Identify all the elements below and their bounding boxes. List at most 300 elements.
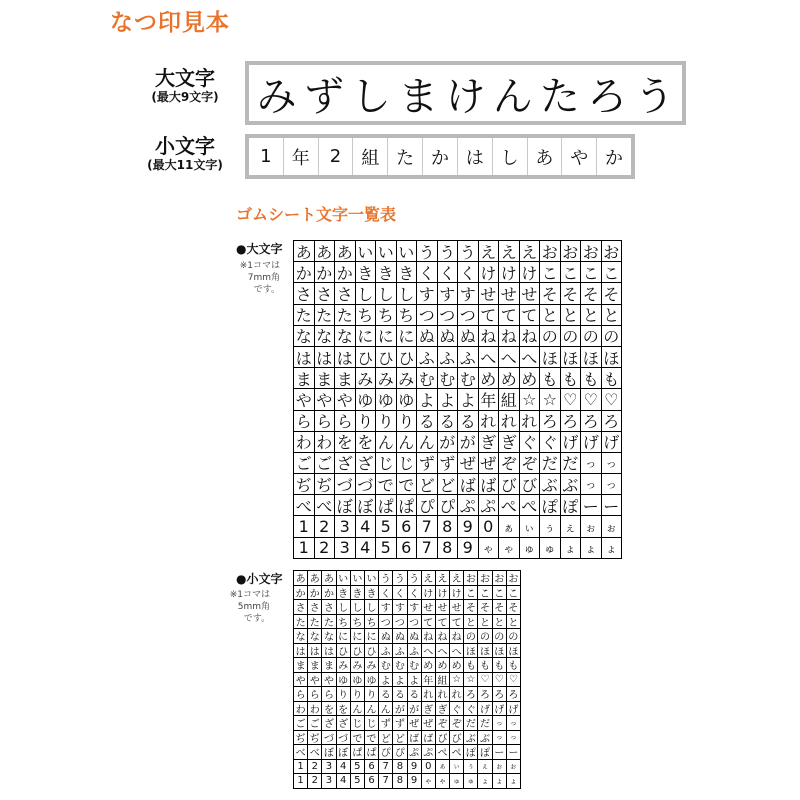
large-grid-cell: 2 xyxy=(315,538,336,559)
large-grid-cell: び xyxy=(520,474,541,495)
small-grid-cell: や xyxy=(308,673,322,688)
small-grid-cell: し xyxy=(365,600,379,615)
small-sample-char: か xyxy=(605,147,624,169)
large-grid-cell: き xyxy=(397,262,418,283)
small-grid-cell: ぞ xyxy=(436,716,450,731)
small-grid-cell: な xyxy=(308,629,322,644)
small-grid-cell: つ xyxy=(408,615,422,630)
large-grid-cell: む xyxy=(458,368,479,389)
small-grid-cell: ま xyxy=(308,658,322,673)
small-grid-cell: の xyxy=(493,629,507,644)
large-character-grid xyxy=(293,240,622,559)
small-grid-cell: さ xyxy=(294,600,308,615)
large-grid-cell: ぶ xyxy=(561,474,582,495)
large-grid-cell: ゆ xyxy=(356,389,377,410)
small-grid-cell: ろ xyxy=(478,687,492,702)
small-grid-cell: ゆ xyxy=(337,673,351,688)
large-grid-cell: ぺ xyxy=(520,495,541,516)
small-grid-cell: お xyxy=(493,571,507,586)
small-grid-cell: を xyxy=(322,702,336,717)
small-grid-cell: ゃ xyxy=(422,774,436,789)
large-grid-cell: げ xyxy=(581,432,602,453)
small-grid-cell: ね xyxy=(436,629,450,644)
small-grid-cell: ぜ xyxy=(422,716,436,731)
large-grid-cell: め xyxy=(520,368,541,389)
large-grid-cell: づ xyxy=(335,474,356,495)
large-grid-cell: う xyxy=(458,241,479,262)
small-grid-cell: あ xyxy=(322,571,336,586)
small-grid-cell: 8 xyxy=(393,774,407,789)
small-grid-cell: 2 xyxy=(308,774,322,789)
small-grid-cell: の xyxy=(464,629,478,644)
large-grid-cell: ー xyxy=(581,495,602,516)
small-grid-cell: ふ xyxy=(408,644,422,659)
large-grid-cell: じ xyxy=(376,453,397,474)
small-grid-cell: り xyxy=(351,687,365,702)
large-grid-cell: す xyxy=(458,283,479,304)
small-grid-cell: ほ xyxy=(507,644,521,659)
large-grid-cell: ぜ xyxy=(458,453,479,474)
large-grid-cell: ぉ xyxy=(602,516,623,537)
large-grid-cell: な xyxy=(315,326,336,347)
small-grid-cell: か xyxy=(322,586,336,601)
small-grid-cell: ぞ xyxy=(450,716,464,731)
large-grid-cell: ず xyxy=(417,453,438,474)
large-grid-cell: ば xyxy=(458,474,479,495)
small-grid-cell: こ xyxy=(507,586,521,601)
large-grid-cell: ず xyxy=(438,453,459,474)
small-grid-cell: ほ xyxy=(464,644,478,659)
large-grid-cell: ち xyxy=(397,305,418,326)
small-grid-cell: づ xyxy=(322,731,336,746)
small-grid-cell: ☆ xyxy=(450,673,464,688)
large-grid-cell: か xyxy=(294,262,315,283)
large-grid-cell: ゃ xyxy=(499,538,520,559)
small-sample-char: 組 xyxy=(353,138,388,175)
small-grid-cell: に xyxy=(351,629,365,644)
large-grid-cell: お xyxy=(581,241,602,262)
large-grid-cell: ょ xyxy=(561,538,582,559)
small-note-line: ※1コマは xyxy=(229,590,270,600)
small-grid-cell: ゅ xyxy=(450,774,464,789)
small-grid-cell: ょ xyxy=(478,774,492,789)
large-grid-cell: み xyxy=(397,368,418,389)
small-grid-cell: き xyxy=(365,586,379,601)
large-grid-cell: ぞ xyxy=(520,453,541,474)
large-grid-cell: ぴ xyxy=(417,495,438,516)
large-grid-cell: ぴ xyxy=(438,495,459,516)
small-grid-cell: 5 xyxy=(351,774,365,789)
small-grid-cell: ぎ xyxy=(422,702,436,717)
large-sample-char: み xyxy=(256,73,297,120)
small-grid-cell: 5 xyxy=(351,760,365,775)
small-grid-cell: げ xyxy=(478,702,492,717)
large-grid-cell: や xyxy=(335,389,356,410)
large-grid-cell: か xyxy=(335,262,356,283)
small-grid-cell: せ xyxy=(422,600,436,615)
small-note-line: 5mm角 xyxy=(237,602,270,613)
large-grid-cell: 4 xyxy=(356,516,377,537)
large-grid-cell: わ xyxy=(294,432,315,453)
small-grid-cell: 組 xyxy=(436,673,450,688)
large-grid-cell: ぇ xyxy=(561,516,582,537)
small-grid-cell: 4 xyxy=(337,760,351,775)
large-grid-cell: よ xyxy=(417,389,438,410)
small-grid-cell: へ xyxy=(450,644,464,659)
small-grid-cell: え xyxy=(436,571,450,586)
small-grid-cell: ん xyxy=(379,702,393,717)
small-grid-cell: が xyxy=(393,702,407,717)
small-grid-cell: ぬ xyxy=(393,629,407,644)
small-grid-cell: と xyxy=(478,615,492,630)
large-grid-cell: よ xyxy=(438,389,459,410)
small-grid-cell: へ xyxy=(422,644,436,659)
small-grid-cell: み xyxy=(351,658,365,673)
small-grid-cell: づ xyxy=(337,731,351,746)
small-grid-cell: れ xyxy=(422,687,436,702)
large-grid-cell: ろ xyxy=(581,411,602,432)
small-grid-cell: が xyxy=(408,702,422,717)
small-grid-cell: す xyxy=(393,600,407,615)
large-grid-cell: ろ xyxy=(602,411,623,432)
small-grid-cell: く xyxy=(379,586,393,601)
small-grid-cell: ひ xyxy=(351,644,365,659)
small-grid-cell: を xyxy=(337,702,351,717)
large-grid-cell: 5 xyxy=(376,516,397,537)
small-grid-cell: び xyxy=(450,731,464,746)
large-grid-cell: そ xyxy=(581,283,602,304)
small-grid-cell: ぶ xyxy=(464,731,478,746)
small-grid-cell: え xyxy=(422,571,436,586)
small-grid-cell: ち xyxy=(365,615,379,630)
large-grid-cell: あ xyxy=(315,241,336,262)
small-grid-cell: か xyxy=(308,586,322,601)
small-grid-cell: ぷ xyxy=(422,745,436,760)
small-grid-cell: け xyxy=(422,586,436,601)
small-sample-char: あ xyxy=(528,138,563,175)
small-grid-cell: お xyxy=(478,571,492,586)
small-grid-cell: ら xyxy=(294,687,308,702)
large-grid-cell: と xyxy=(561,305,582,326)
small-grid-cell: は xyxy=(322,644,336,659)
large-grid-cell: む xyxy=(438,368,459,389)
large-grid-cell: べ xyxy=(315,495,336,516)
small-grid-cell: す xyxy=(408,600,422,615)
large-grid-cell: そ xyxy=(540,283,561,304)
small-grid-cell: ま xyxy=(322,658,336,673)
small-grid-cell: あ xyxy=(308,571,322,586)
small-grid-cell: 年 xyxy=(422,673,436,688)
large-grid-cell: い xyxy=(397,241,418,262)
large-grid-cell: え xyxy=(499,241,520,262)
small-grid-cell: さ xyxy=(308,600,322,615)
small-grid-cell: も xyxy=(493,658,507,673)
small-grid-cell: ぱ xyxy=(351,745,365,760)
large-grid-cell: ね xyxy=(520,326,541,347)
small-grid-cell: み xyxy=(365,658,379,673)
small-grid-cell: ぐ xyxy=(450,702,464,717)
large-grid-cell: よ xyxy=(458,389,479,410)
small-grid-cell: そ xyxy=(464,600,478,615)
large-grid-cell: ぎ xyxy=(479,432,500,453)
small-grid-cell: ざ xyxy=(322,716,336,731)
large-grid-cell: も xyxy=(561,368,582,389)
small-grid-cell: い xyxy=(337,571,351,586)
large-grid-cell: こ xyxy=(561,262,582,283)
large-grid-cell: で xyxy=(376,474,397,495)
small-grid-cell: こ xyxy=(493,586,507,601)
large-grid-cell: い xyxy=(356,241,377,262)
large-grid-cell: せ xyxy=(499,283,520,304)
large-grid-cell: へ xyxy=(499,347,520,368)
large-grid-cell: ほ xyxy=(581,347,602,368)
small-grid-cell: ー xyxy=(493,745,507,760)
large-grid-cell: ぽ xyxy=(540,495,561,516)
large-grid-cell: ぷ xyxy=(458,495,479,516)
small-grid-cell: ょ xyxy=(493,774,507,789)
large-grid-cell: ょ xyxy=(581,538,602,559)
large-grid-cell: 8 xyxy=(438,538,459,559)
large-grid-cell: く xyxy=(458,262,479,283)
large-grid-cell: ざ xyxy=(335,453,356,474)
large-grid-cell: そ xyxy=(602,283,623,304)
small-sample-label-note: (最大11文字) xyxy=(147,158,223,172)
large-grid-cell: 年 xyxy=(479,389,500,410)
small-grid-cell: こ xyxy=(464,586,478,601)
small-grid-cell: 7 xyxy=(379,760,393,775)
small-grid-cell: ゆ xyxy=(351,673,365,688)
small-grid-cell: 3 xyxy=(322,774,336,789)
large-grid-cell: も xyxy=(540,368,561,389)
large-grid-cell: け xyxy=(499,262,520,283)
large-grid-cell: ど xyxy=(417,474,438,495)
large-grid-cell: ひ xyxy=(376,347,397,368)
small-sample-char: 2 xyxy=(319,138,354,175)
small-grid-cell: め xyxy=(450,658,464,673)
large-grid-cell: け xyxy=(520,262,541,283)
large-grid-cell: て xyxy=(520,305,541,326)
small-grid-cell: ろ xyxy=(507,687,521,702)
large-grid-cell: わ xyxy=(315,432,336,453)
large-grid-cell: や xyxy=(294,389,315,410)
small-grid-cell: も xyxy=(464,658,478,673)
small-grid-cell: と xyxy=(464,615,478,630)
small-grid-cell: ♡ xyxy=(493,673,507,688)
small-grid-cell: ゅ xyxy=(464,774,478,789)
large-note-line: ※1コマは xyxy=(239,261,280,271)
large-grid-cell: ぼ xyxy=(356,495,377,516)
large-grid-cell: の xyxy=(540,326,561,347)
small-grid-cell: 9 xyxy=(408,760,422,775)
large-grid-cell: う xyxy=(417,241,438,262)
small-grid-cell: べ xyxy=(294,745,308,760)
large-grid-cell: が xyxy=(438,432,459,453)
large-grid-cell: へ xyxy=(520,347,541,368)
large-grid-cell: い xyxy=(376,241,397,262)
large-grid-cell: ひ xyxy=(356,347,377,368)
large-grid-cell: 9 xyxy=(458,516,479,537)
large-grid-cell: み xyxy=(356,368,377,389)
large-grid-cell: 1 xyxy=(294,538,315,559)
small-grid-cell: べ xyxy=(308,745,322,760)
small-grid-cell: だ xyxy=(464,716,478,731)
large-grid-cell: と xyxy=(602,305,623,326)
small-grid-cell: き xyxy=(351,586,365,601)
large-grid-cell: 6 xyxy=(397,538,418,559)
small-grid-cell: ー xyxy=(507,745,521,760)
large-grid-cell: く xyxy=(438,262,459,283)
small-grid-cell: っ xyxy=(493,716,507,731)
large-grid-cell: ぼ xyxy=(335,495,356,516)
small-grid-cell: ぐ xyxy=(464,702,478,717)
small-grid-cell: ♡ xyxy=(478,673,492,688)
large-grid-cell: ゆ xyxy=(397,389,418,410)
large-grid-cell: ☆ xyxy=(520,389,541,410)
small-grid-cell: む xyxy=(379,658,393,673)
small-grid-cell: 4 xyxy=(337,774,351,789)
large-grid-cell: て xyxy=(499,305,520,326)
large-grid-cell: づ xyxy=(356,474,377,495)
large-grid-cell: ま xyxy=(294,368,315,389)
large-grid-cell: し xyxy=(397,283,418,304)
small-sample-char: は xyxy=(458,138,493,175)
small-grid-cell: ぱ xyxy=(365,745,379,760)
large-grid-cell: ん xyxy=(417,432,438,453)
large-grid-cell: ぐ xyxy=(540,432,561,453)
large-grid-cell: し xyxy=(356,283,377,304)
large-grid-cell: た xyxy=(315,305,336,326)
large-grid-cell: え xyxy=(479,241,500,262)
large-grid-cell: ぃ xyxy=(520,516,541,537)
small-grid-cell: ぴ xyxy=(393,745,407,760)
large-grid-cell: ぅ xyxy=(540,516,561,537)
large-grid-cell: ら xyxy=(335,411,356,432)
small-grid-cell: よ xyxy=(393,673,407,688)
large-grid-cell: す xyxy=(417,283,438,304)
large-grid-cell: ♡ xyxy=(602,389,623,410)
large-grid-cell: 6 xyxy=(397,516,418,537)
small-grid-cell: ぷ xyxy=(408,745,422,760)
small-grid-cell: お xyxy=(507,571,521,586)
small-grid-cell: つ xyxy=(393,615,407,630)
large-sample-char: ま xyxy=(398,73,439,120)
small-grid-cell: っ xyxy=(507,716,521,731)
large-grid-cell: ん xyxy=(376,432,397,453)
small-grid-cell: こ xyxy=(478,586,492,601)
small-grid-cell: ま xyxy=(294,658,308,673)
large-grid-cell: べ xyxy=(294,495,315,516)
small-grid-cell: み xyxy=(337,658,351,673)
large-grid-cell: れ xyxy=(520,411,541,432)
small-grid-cell: か xyxy=(294,586,308,601)
large-grid-cell: は xyxy=(315,347,336,368)
small-grid-cell: び xyxy=(436,731,450,746)
large-grid-cell: っ xyxy=(581,453,602,474)
small-grid-cell: じ xyxy=(365,716,379,731)
small-grid-cell: ふ xyxy=(379,644,393,659)
large-grid-cell: せ xyxy=(479,283,500,304)
large-grid-cell: つ xyxy=(458,305,479,326)
large-grid-cell: あ xyxy=(294,241,315,262)
large-grid-cell: 9 xyxy=(458,538,479,559)
small-grid-cell: ほ xyxy=(478,644,492,659)
large-grid-cell: き xyxy=(356,262,377,283)
large-grid-cell: ぐ xyxy=(520,432,541,453)
large-section-label: ●大文字 xyxy=(236,242,283,256)
small-grid-cell: ば xyxy=(408,731,422,746)
large-grid-cell: へ xyxy=(479,347,500,368)
large-grid-cell: ☆ xyxy=(540,389,561,410)
large-grid-cell: ど xyxy=(438,474,459,495)
small-grid-cell: よ xyxy=(379,673,393,688)
large-grid-cell: 4 xyxy=(356,538,377,559)
large-sample-char: ん xyxy=(492,73,533,120)
page-title: なつ印見本 xyxy=(110,10,230,36)
small-grid-cell: そ xyxy=(507,600,521,615)
large-grid-cell: ゅ xyxy=(520,538,541,559)
small-grid-cell: う xyxy=(393,571,407,586)
small-sample-char: 1 xyxy=(249,138,284,175)
large-grid-cell: そ xyxy=(561,283,582,304)
large-grid-cell: や xyxy=(315,389,336,410)
small-grid-cell: ば xyxy=(422,731,436,746)
large-grid-cell: お xyxy=(540,241,561,262)
small-grid-cell: あ xyxy=(294,571,308,586)
large-grid-cell: ふ xyxy=(417,347,438,368)
large-grid-cell: じ xyxy=(397,453,418,474)
large-grid-cell: が xyxy=(458,432,479,453)
large-grid-cell: を xyxy=(356,432,377,453)
small-grid-cell: ふ xyxy=(393,644,407,659)
large-grid-cell: る xyxy=(417,411,438,432)
small-grid-cell: の xyxy=(507,629,521,644)
small-grid-cell: ぶ xyxy=(478,731,492,746)
small-grid-cell: さ xyxy=(322,600,336,615)
small-grid-cell: は xyxy=(294,644,308,659)
small-grid-cell: る xyxy=(379,687,393,702)
small-grid-cell: ぬ xyxy=(379,629,393,644)
large-grid-cell: と xyxy=(581,305,602,326)
small-grid-cell: つ xyxy=(379,615,393,630)
small-grid-cell: ぉ xyxy=(493,760,507,775)
small-grid-cell: む xyxy=(408,658,422,673)
small-grid-cell: 7 xyxy=(379,774,393,789)
small-grid-cell: ろ xyxy=(493,687,507,702)
large-grid-cell: に xyxy=(397,326,418,347)
large-grid-cell: ふ xyxy=(458,347,479,368)
large-grid-cell: す xyxy=(438,283,459,304)
large-grid-cell: ら xyxy=(294,411,315,432)
large-grid-cell: ほ xyxy=(561,347,582,368)
small-grid-cell: ひ xyxy=(337,644,351,659)
large-sample-label-main: 大文字 xyxy=(155,66,215,90)
small-grid-cell: ち xyxy=(351,615,365,630)
small-grid-cell: わ xyxy=(294,702,308,717)
large-grid-cell: ぞ xyxy=(499,453,520,474)
small-sample-char: し xyxy=(493,138,528,175)
large-sample-char: う xyxy=(634,73,675,120)
large-grid-cell: も xyxy=(602,368,623,389)
large-section-note xyxy=(220,260,280,296)
large-grid-cell: お xyxy=(561,241,582,262)
small-grid-cell: ず xyxy=(379,716,393,731)
large-sample-char: ろ xyxy=(587,73,628,120)
large-grid-cell: っ xyxy=(581,474,602,495)
large-grid-cell: ぺ xyxy=(499,495,520,516)
small-grid-cell: 1 xyxy=(294,760,308,775)
small-sample-char: や xyxy=(562,138,597,175)
small-grid-cell: れ xyxy=(450,687,464,702)
